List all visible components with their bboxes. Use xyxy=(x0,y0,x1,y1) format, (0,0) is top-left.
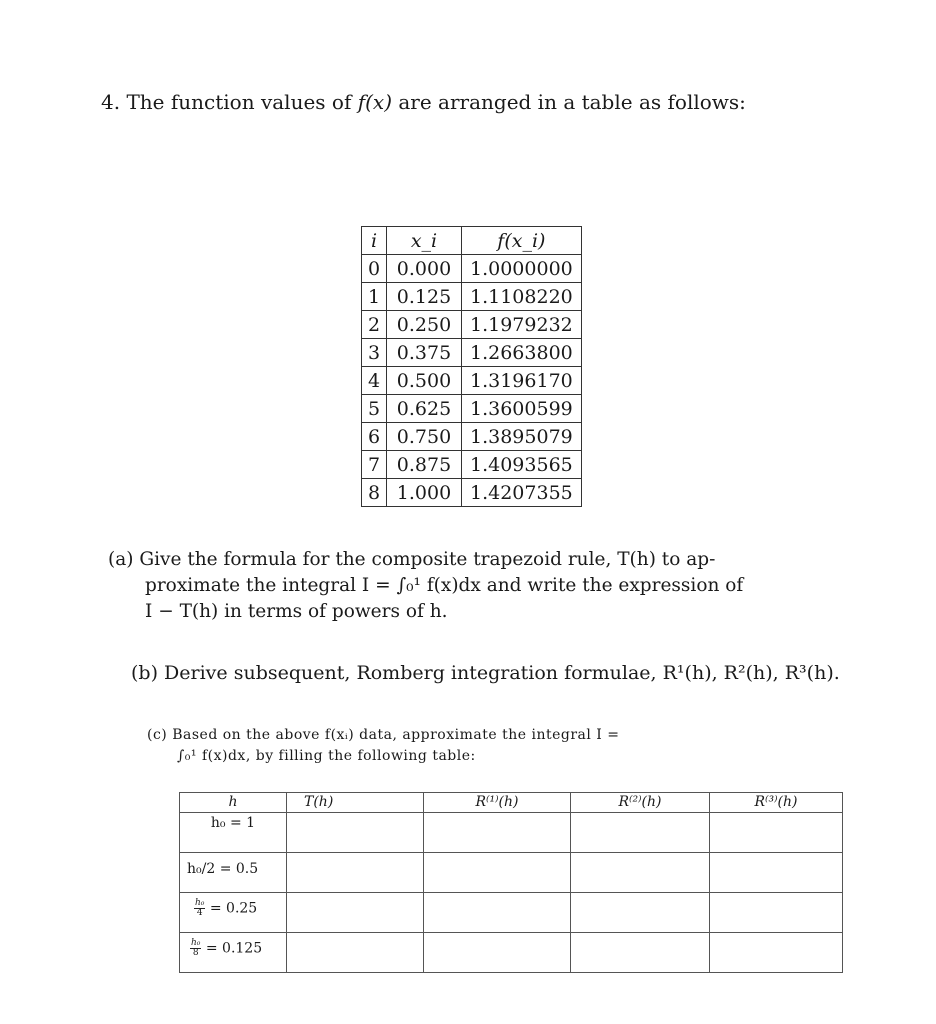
cell-fx: 1.2663800 xyxy=(462,339,582,367)
cell-x: 1.000 xyxy=(387,479,462,507)
part-b xyxy=(131,662,840,684)
cell-fx: 1.0000000 xyxy=(462,255,582,283)
table-row xyxy=(362,283,582,311)
answer-cell-r1[interactable] xyxy=(424,933,571,973)
answer-cell-r1[interactable] xyxy=(424,893,571,933)
romberg-header-r1: R⁽¹⁾(h) xyxy=(424,793,571,813)
cell-fx: 1.3895079 xyxy=(462,423,582,451)
romberg-row xyxy=(180,893,843,933)
cell-fx: 1.1108220 xyxy=(462,283,582,311)
cell-x: 0.625 xyxy=(387,395,462,423)
romberg-h-value: h₀/2 = 0.5 xyxy=(187,861,259,877)
cell-fx: 1.3600599 xyxy=(462,395,582,423)
question-text-before: The function values of xyxy=(126,90,358,114)
header-x: x_i xyxy=(387,227,462,255)
cell-fx: 1.4207355 xyxy=(462,479,582,507)
romberg-header-h: h xyxy=(180,793,287,813)
cell-i: 8 xyxy=(362,479,387,507)
part-c-label: (c) xyxy=(147,727,168,743)
cell-x: 0.500 xyxy=(387,367,462,395)
table-header-row xyxy=(362,227,582,255)
question-fx: f(x) xyxy=(357,90,392,114)
romberg-h-value: $\frac{\text{h₀}}{8}$ = 0.125 xyxy=(191,938,263,958)
cell-i: 3 xyxy=(362,339,387,367)
part-a-line-3: I − T(h) in terms of powers of h. xyxy=(145,601,448,622)
part-c-line-2: ∫₀¹ f(x)dx, by filling the following table: xyxy=(177,748,476,764)
romberg-header-t: T(h) xyxy=(287,793,424,813)
table-row xyxy=(362,339,582,367)
part-b-text: Derive subsequent, Romberg integration formulae, R¹(h), R²(h), R³(h). xyxy=(164,662,840,684)
question-number: 4. xyxy=(101,90,121,114)
header-i: i xyxy=(362,227,387,255)
part-c xyxy=(147,725,620,767)
answer-cell-r2[interactable] xyxy=(571,933,710,973)
answer-cell-r3[interactable] xyxy=(710,853,843,893)
function-values-table xyxy=(361,226,582,507)
part-a-line-1: (a) Give the formula for the composite trapezoid rule, T(h) to ap- xyxy=(108,549,716,570)
part-a-line-2: proximate the integral I = ∫₀¹ f(x)dx and write the expression of xyxy=(145,575,744,596)
romberg-header-r2: R⁽²⁾(h) xyxy=(571,793,710,813)
cell-i: 2 xyxy=(362,311,387,339)
part-b-label: (b) xyxy=(131,662,158,684)
answer-cell-r3[interactable] xyxy=(710,933,843,973)
answer-cell-r2[interactable] xyxy=(571,853,710,893)
answer-cell-r2[interactable] xyxy=(571,813,710,853)
cell-x: 0.000 xyxy=(387,255,462,283)
cell-fx: 1.4093565 xyxy=(462,451,582,479)
cell-i: 6 xyxy=(362,423,387,451)
answer-cell-r3[interactable] xyxy=(710,813,843,853)
romberg-row xyxy=(180,933,843,973)
answer-cell-r3[interactable] xyxy=(710,893,843,933)
answer-cell-t[interactable] xyxy=(287,853,424,893)
cell-i: 0 xyxy=(362,255,387,283)
part-a-label: (a) xyxy=(108,549,134,570)
part-c-line-1: (c) Based on the above f(xᵢ) data, approximate the integral I = xyxy=(147,727,620,743)
romberg-h-value: h₀ = 1 xyxy=(210,815,256,831)
romberg-h-value: $\frac{\text{h₀}}{4}$ = 0.25 xyxy=(195,898,258,918)
part-a xyxy=(108,547,743,625)
cell-i: 4 xyxy=(362,367,387,395)
question-heading xyxy=(101,90,746,114)
answer-cell-t[interactable] xyxy=(287,813,424,853)
cell-i: 7 xyxy=(362,451,387,479)
cell-fx: 1.1979232 xyxy=(462,311,582,339)
cell-i: 5 xyxy=(362,395,387,423)
header-fx: f(x_i) xyxy=(462,227,582,255)
cell-x: 0.750 xyxy=(387,423,462,451)
table-row xyxy=(362,367,582,395)
cell-i: 1 xyxy=(362,283,387,311)
table-row xyxy=(362,423,582,451)
cell-x: 0.875 xyxy=(387,451,462,479)
romberg-header-r3: R⁽³⁾(h) xyxy=(710,793,843,813)
answer-cell-r1[interactable] xyxy=(424,813,571,853)
cell-x: 0.125 xyxy=(387,283,462,311)
cell-x: 0.375 xyxy=(387,339,462,367)
h-fraction: $\frac{\text{h₀}}{4}$ xyxy=(195,898,205,918)
table-row xyxy=(362,311,582,339)
table-row xyxy=(362,479,582,507)
question-text-after: are arranged in a table as follows: xyxy=(392,90,746,114)
romberg-row xyxy=(180,813,843,853)
answer-cell-t[interactable] xyxy=(287,933,424,973)
cell-fx: 1.3196170 xyxy=(462,367,582,395)
romberg-row xyxy=(180,853,843,893)
romberg-header-row xyxy=(180,793,843,813)
answer-cell-r2[interactable] xyxy=(571,893,710,933)
table-row xyxy=(362,451,582,479)
answer-cell-r1[interactable] xyxy=(424,853,571,893)
romberg-table xyxy=(179,792,843,973)
table-row xyxy=(362,395,582,423)
table-row xyxy=(362,255,582,283)
answer-cell-t[interactable] xyxy=(287,893,424,933)
h-fraction: $\frac{\text{h₀}}{8}$ xyxy=(191,938,201,958)
cell-x: 0.250 xyxy=(387,311,462,339)
